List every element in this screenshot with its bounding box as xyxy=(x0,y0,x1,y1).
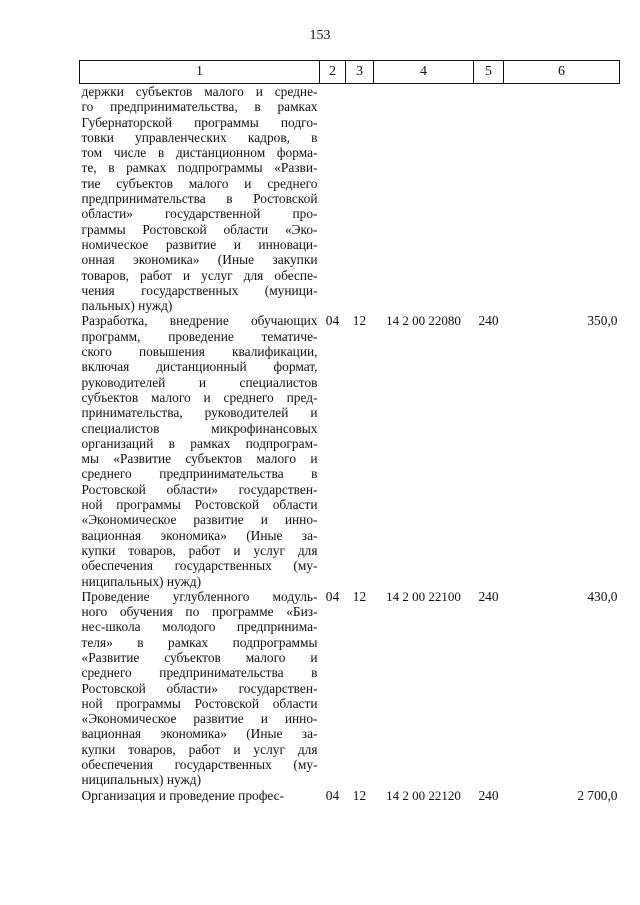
description-line: программ, проведение тематиче- xyxy=(81,328,318,344)
description-line: обеспечения государственных (му- xyxy=(81,558,318,574)
row-section-code: 04 xyxy=(325,787,340,803)
description-line: чения государственных (муници- xyxy=(81,282,318,298)
row-description xyxy=(80,589,320,788)
description-line: «Экономическое развитие и инно- xyxy=(81,512,318,528)
row-description xyxy=(80,313,320,588)
description-line: товаров, работ и услуг для обеспе- xyxy=(81,267,318,283)
row-expense-type: 240 xyxy=(478,588,499,604)
description-line: принимательства, руководителей и xyxy=(81,405,318,421)
description-line: товки управленческих кадров, в xyxy=(81,129,318,145)
row-target-article xyxy=(374,84,474,314)
description-line: «Развитие субъектов малого и xyxy=(81,649,318,665)
description-line: ниципальных) нужд) xyxy=(81,772,202,788)
table-row xyxy=(80,788,620,803)
description-line: пальных) нужд) xyxy=(81,298,173,314)
page-number: 153 xyxy=(309,28,331,43)
header-col-1: 1 xyxy=(80,61,320,84)
description-line: ского повышения квалификации, xyxy=(81,344,318,360)
row-subsection-code: 12 xyxy=(352,588,367,604)
description-line: включая дистанционный формат, xyxy=(81,359,318,375)
description-line: ной программы Ростовской области xyxy=(81,695,318,711)
description-line: ной программы Ростовской области xyxy=(81,497,318,513)
row-amount xyxy=(504,84,620,314)
description-line: вационная экономика» (Иные за- xyxy=(81,726,318,742)
row-amount: 2 700,0 xyxy=(577,787,618,803)
row-target-article: 14 2 00 22100 xyxy=(386,588,461,604)
description-line: ниципальных) нужд) xyxy=(81,573,202,589)
table-row xyxy=(80,589,620,788)
description-line: обеспечения государственных (му- xyxy=(81,757,318,773)
description-line: те, в рамках подпрограммы «Разви- xyxy=(81,160,318,176)
description-line: среднего предпринимательства в xyxy=(81,466,318,482)
row-expense-type: 240 xyxy=(478,787,499,803)
table-row xyxy=(80,84,620,314)
description-line: вационная экономика» (Иные за- xyxy=(81,527,318,543)
row-section-code xyxy=(320,84,346,314)
description-line: среднего предпринимательства в xyxy=(81,665,318,681)
table-header-row xyxy=(80,61,620,84)
description-line: номическое развитие и инноваци- xyxy=(81,236,318,252)
description-line: мы «Развитие субъектов малого и xyxy=(81,451,318,467)
description-line: нес-школа молодого предпринима- xyxy=(81,619,318,635)
row-target-article: 14 2 00 22120 xyxy=(386,787,461,803)
header-col-4: 4 xyxy=(374,61,474,84)
description-line: Разработка, внедрение обучающих xyxy=(81,313,318,329)
description-line: граммы Ростовской области «Эко- xyxy=(81,221,318,237)
row-subsection-code: 12 xyxy=(352,313,367,329)
table-row xyxy=(80,313,620,588)
description-line: Ростовской области» государствен- xyxy=(81,481,318,497)
table-body xyxy=(80,84,620,803)
description-line: тие субъектов малого и среднего xyxy=(81,175,318,191)
row-section-code: 04 xyxy=(325,313,340,329)
description-line: купки товаров, работ и услуг для xyxy=(81,741,318,757)
description-line: ного обучения по программе «Биз- xyxy=(81,604,318,620)
description-line: купки товаров, работ и услуг для xyxy=(81,542,318,558)
header-col-3: 3 xyxy=(346,61,374,84)
description-line: теля» в рамках подпрограммы xyxy=(81,634,318,650)
description-line: го предпринимательства, в рамках xyxy=(81,99,318,115)
description-line: субъектов малого и среднего пред- xyxy=(81,389,318,405)
description-line: предпринимательства в Ростовской xyxy=(81,191,318,207)
budget-table xyxy=(79,60,620,803)
description-line: онная экономика» (Иные закупки xyxy=(81,252,318,268)
row-section-code: 04 xyxy=(325,588,340,604)
description-line: «Экономическое развитие и инно- xyxy=(81,711,318,727)
description-line: держки субъектов малого и средне- xyxy=(81,84,318,99)
row-subsection-code xyxy=(346,84,374,314)
description-line: специалистов микрофинансовых xyxy=(81,420,318,436)
row-description xyxy=(80,84,320,314)
description-line: руководителей и специалистов xyxy=(81,374,318,390)
row-expense-type xyxy=(474,84,504,314)
description-line: области» государственной про- xyxy=(81,206,318,222)
description-line: Ростовской области» государствен- xyxy=(81,680,318,696)
description-line: Организация и проведение профес- xyxy=(81,787,285,803)
row-amount: 350,0 xyxy=(587,313,618,329)
header-col-6: 6 xyxy=(504,61,620,84)
row-amount: 430,0 xyxy=(587,588,618,604)
row-expense-type: 240 xyxy=(478,313,499,329)
header-col-5: 5 xyxy=(474,61,504,84)
description-line: Проведение углубленного модуль- xyxy=(81,588,318,604)
row-subsection-code: 12 xyxy=(352,787,367,803)
description-line: том числе в дистанционном форма- xyxy=(81,145,318,161)
description-line: Губернаторской программы подго- xyxy=(81,114,318,130)
description-line: организаций в рамках подпрограм- xyxy=(81,435,318,451)
row-description xyxy=(80,788,320,803)
row-target-article: 14 2 00 22080 xyxy=(386,313,461,329)
header-col-2: 2 xyxy=(320,61,346,84)
